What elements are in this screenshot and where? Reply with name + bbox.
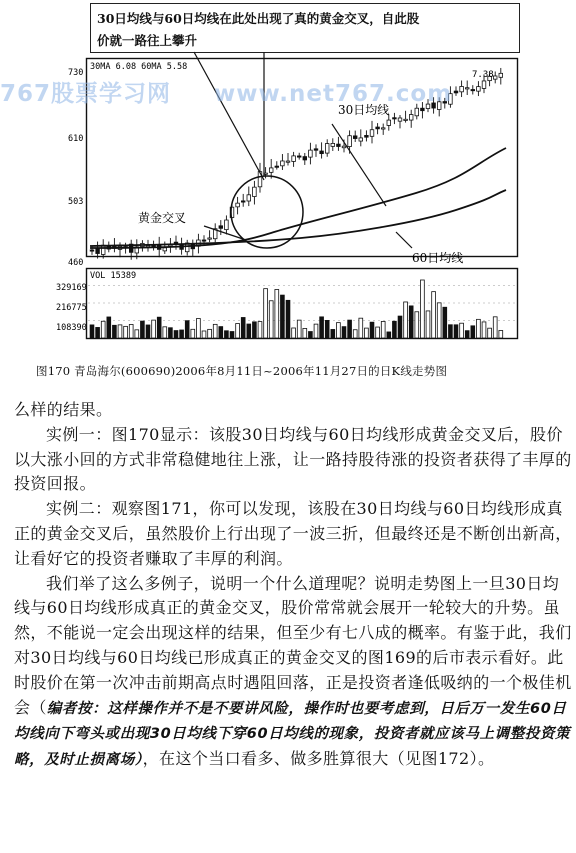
candle-body [449, 94, 453, 105]
volume-bar [236, 324, 240, 338]
candle-body [387, 120, 391, 125]
volume-bar [258, 322, 262, 338]
candle-body [247, 195, 251, 201]
volume-bar [124, 326, 128, 338]
candle-body [331, 143, 335, 146]
vol-tick-3: 108390 [56, 323, 87, 333]
volume-bar [309, 332, 313, 338]
ma60-label: 60日均线 [412, 251, 464, 265]
candle-body [303, 157, 307, 160]
volume-bar [303, 328, 307, 338]
paragraph-1: 实例一：图170显示：该股30日均线与60日均线形成黄金交叉后，股价以大涨小回的方式非常稳健地往上涨，让一路持股待涨的投资者获得了丰厚的投资回报。 [14, 424, 572, 494]
volume-bar [118, 325, 122, 338]
volume-bar [107, 317, 111, 338]
volume-bar [465, 331, 469, 338]
volume-bar [208, 329, 212, 338]
y-tick-460: 460 [68, 258, 84, 268]
volume-bar [353, 330, 357, 338]
volume-bar [482, 322, 486, 338]
candle-body [314, 149, 318, 150]
volume-bar [499, 330, 503, 338]
volume-bar [185, 321, 189, 338]
price-indicator-label: 30MA 6.08 60MA 5.58 [90, 62, 188, 72]
volume-bar [443, 307, 447, 338]
volume-bar [493, 317, 497, 338]
volume-bar [191, 329, 195, 338]
volume-bar [421, 280, 425, 338]
last-price-label: 7.38 [472, 70, 494, 80]
candle-body [320, 151, 324, 154]
watermark-right: www.net767.com [214, 81, 453, 107]
ma30-label: 30日均线 [338, 103, 390, 117]
volume-bar [213, 324, 217, 338]
vol-tick-2: 216775 [56, 303, 87, 313]
watermark-left: 767股票学习网 [0, 81, 172, 107]
volume-bar [449, 325, 453, 338]
volume-bar [241, 317, 245, 338]
volume-bar [146, 325, 150, 338]
candle-body [370, 130, 374, 137]
candle-body [286, 161, 290, 162]
volume-bar [101, 321, 105, 338]
volume-bar [471, 326, 475, 338]
volume-bar [113, 325, 117, 338]
volume-bar [365, 328, 369, 338]
volume-bar [488, 328, 492, 338]
ma60-arrow [396, 232, 412, 248]
ma30-line [90, 148, 506, 248]
volume-indicator-label: VOL 15389 [90, 271, 137, 281]
volume-bar [348, 320, 352, 338]
candle-body [163, 248, 167, 251]
volume-bar [331, 329, 335, 338]
volume-bar [169, 328, 173, 338]
candle-body [415, 108, 419, 116]
volume-bar [415, 312, 419, 338]
candle-body [465, 88, 469, 89]
volume-bar [292, 328, 296, 338]
golden-cross-circle [231, 176, 303, 248]
candle-body [426, 104, 430, 108]
volume-bar [197, 319, 201, 338]
volume-bar [202, 331, 206, 338]
volume-bar [337, 323, 341, 338]
paragraph-3-main: 我们举了这么多例子，说明一个什么道理呢？说明走势图上一旦30日均线与60日均线形成真正的黄金交叉，股价常常就会展开一轮较大的升势。虽然，不能说一定会出现这样的结果，但至少有七八成的概率。有鉴于此，我们对30日均线与60日均线已形成真正的黄金交叉的图169的后市表示看好。此时股价在第一次冲击前期高点时遇阻回落，正是投资者逢低吸纳的一个极佳机会（ [14, 573, 572, 717]
volume-bar [359, 318, 363, 338]
volume-bar [264, 289, 268, 338]
callout-line-1: 30日均线与60日均线在此处出现了真的黄金交叉，自此股 [97, 11, 420, 26]
candle-body [493, 76, 497, 79]
volume-bar [426, 311, 430, 338]
candle-body [353, 136, 357, 139]
volume-bar [286, 300, 290, 338]
volume-bar [404, 302, 408, 338]
candle-body [202, 240, 206, 241]
candle-body [499, 73, 503, 77]
candle-body [398, 118, 402, 121]
volume-bar [96, 327, 100, 338]
candles-group [90, 68, 502, 260]
volume-bar [253, 322, 257, 338]
paragraph-3-end: ，在这个当口看多、做多胜算很大（见图172）。 [142, 749, 495, 769]
vol-tick-1: 329169 [56, 283, 87, 293]
article-body [14, 398, 574, 773]
chart-callout-box [90, 3, 520, 53]
volume-bar [342, 327, 346, 338]
candle-body [432, 103, 436, 108]
candle-body [404, 119, 408, 120]
volume-bar [437, 303, 441, 338]
candle-body [376, 127, 380, 129]
candle-body [269, 168, 273, 172]
volume-bar [269, 301, 273, 338]
volume-bar [90, 325, 94, 338]
paragraph-0: 么样的结果。 [14, 400, 113, 419]
candle-body [208, 238, 212, 239]
kline-chart-svg [56, 58, 518, 346]
candle-body [292, 156, 296, 162]
candle-body [90, 250, 94, 251]
volume-bars-group [90, 280, 503, 338]
paragraph-2: 实例二：观察图171，你可以发现，该股在30日均线与60日均线形成真正的黄金交叉后，虽然股价上行出现了一波三折，但最终还是不断创出新高，让看好它的投资者赚取了丰厚的利润。 [14, 499, 572, 568]
callout-leader-left [194, 52, 264, 180]
candle-body [241, 201, 245, 202]
candle-body [281, 161, 285, 166]
candle-body [236, 203, 240, 207]
candle-body [297, 156, 301, 157]
volume-bar [393, 321, 397, 338]
candle-body [309, 150, 313, 157]
volume-bar [370, 322, 374, 338]
volume-bar [225, 331, 229, 338]
candle-body [348, 136, 352, 147]
volume-bar [129, 324, 133, 338]
candle-body [342, 146, 346, 148]
volume-bar [247, 324, 251, 338]
volume-bar [275, 290, 279, 338]
volume-bar [320, 317, 324, 338]
candle-body [482, 81, 486, 88]
candle-body [337, 144, 341, 146]
volume-bar [381, 321, 385, 338]
volume-bar [297, 320, 301, 338]
candle-body [275, 166, 279, 167]
candle-body [437, 102, 441, 110]
volume-bar [174, 331, 178, 338]
figure-caption: 图170 青岛海尔(600690)2006年8月11日~2006年11月27日的日K线走势图 [36, 364, 448, 378]
volume-bar [454, 325, 458, 338]
volume-bar [477, 319, 481, 338]
volume-bar [432, 292, 436, 338]
candle-body [471, 90, 475, 91]
golden-cross-label: 黄金交叉 [138, 211, 187, 225]
candle-body [421, 108, 425, 110]
candle-body [381, 128, 385, 129]
candle-body [454, 91, 458, 93]
volume-bar [230, 332, 234, 338]
candle-body [325, 144, 329, 154]
candle-body [253, 187, 257, 196]
volume-bar [387, 332, 391, 338]
volume-bar [398, 316, 402, 338]
price-panel-frame [87, 59, 518, 257]
volume-bar [163, 327, 167, 338]
volume-panel-frame [87, 269, 518, 339]
y-tick-730: 730 [68, 68, 84, 78]
editor-note: 编者按：这样操作并不是不要讲风险，操作时也要考虑到，日后万一发生60日均线向下弯头或出现30日均线下穿60日均线的现象，投资者就应该马上调整投资策略，及时止损离场） [14, 700, 571, 769]
candle-body [393, 118, 397, 119]
volume-bar [157, 317, 161, 338]
callout-line-2: 价就一路往上攀升 [97, 33, 198, 48]
candle-body [225, 220, 229, 230]
y-tick-503: 503 [68, 197, 84, 207]
candle-body [460, 86, 464, 91]
volume-bar [141, 321, 145, 338]
candle-body [219, 226, 223, 229]
volume-bar [281, 295, 285, 338]
kline-chart [56, 58, 518, 346]
candle-body [443, 102, 447, 104]
volume-bar [314, 324, 318, 338]
volume-bar [135, 330, 139, 338]
ma30-arrow [332, 124, 386, 206]
volume-bar [219, 327, 223, 338]
volume-bar [460, 323, 464, 338]
candle-body [409, 115, 413, 121]
candle-body [477, 87, 481, 92]
volume-bar [409, 306, 413, 338]
volume-bar [152, 320, 156, 338]
candle-body [359, 138, 363, 141]
volume-bar [325, 320, 329, 338]
paragraph-3 [14, 572, 574, 773]
candle-body [365, 135, 369, 137]
volume-bar [180, 330, 184, 338]
y-tick-610: 610 [68, 134, 84, 144]
volume-bar [376, 327, 380, 338]
